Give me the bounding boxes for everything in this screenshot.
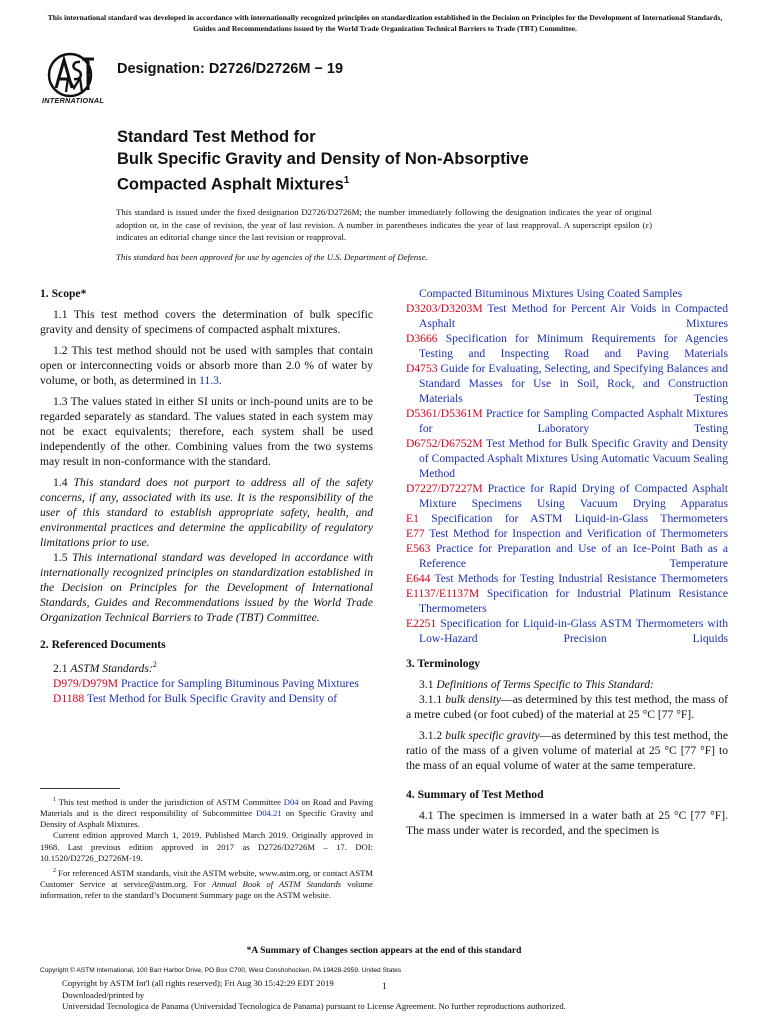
scope-1-3: 1.3 The values stated in either SI units or inch-pound units are to be regarded separately as standard. The values stated in each system may not be exact equivalents; therefore, each system shall be used independently of the other. Combining values from the two systems may result in non-conformance with the standard. [40, 395, 373, 468]
reference-code-link[interactable]: E77 [406, 527, 425, 540]
document-title [117, 127, 677, 196]
reference-code-link[interactable]: E1 [406, 512, 419, 525]
term-3-1-2-num: 3.1.2 [419, 729, 446, 742]
reference-item [406, 406, 728, 436]
reference-item [406, 526, 728, 541]
reference-code-link[interactable]: D3203/D3203M [406, 302, 483, 315]
terminology-heading: 3. Terminology [406, 657, 481, 670]
download-line-1: Copyright by ASTM Int'l (all rights reserved); Fri Aug 30 15:42:29 EDT 2019 [62, 978, 334, 988]
title-line-2: Bulk Specific Gravity and Density of Non-Absorptive [117, 149, 529, 168]
reference-title-link[interactable]: Specification for ASTM Liquid-in-Glass Thermometers [418, 512, 728, 525]
scope-1-1: 1.1 This test method covers the determination of bulk specific gravity and density of specimens of compacted asphalt mixtures. [40, 308, 373, 336]
scope-1-2-text: 1.2 This test method should not be used with samples that contain open or interconnecting voids or absorb more than 2.0 % of water by volume, or both, as determined in [40, 344, 373, 387]
footnote-1-text-b: on Road and Paving Materials and is the direct responsibility of Subcommittee [40, 796, 373, 819]
scope-1-4-num: 1.4 [53, 476, 74, 489]
refdocs-footnote-marker: 2 [152, 660, 157, 669]
link-d04-21[interactable]: D04.21 [256, 808, 282, 819]
scope-1-2 [40, 343, 373, 388]
reference-title-link[interactable]: Test Method for Bulk Specific Gravity and Density of Compacted Asphalt Mixtures Using Automatic Vacuum Sealing Method [419, 437, 728, 480]
term-3-1-1 [406, 692, 728, 722]
approved-note: This standard has been approved for use by agencies of the U.S. Department of Defense. [116, 251, 428, 262]
term-3-1-text: Definitions of Terms Specific to This Standard: [436, 678, 654, 691]
reference-code-link[interactable]: D4753 [406, 362, 438, 375]
reference-title-link[interactable]: Test Methods for Testing Industrial Resistance Thermometers [430, 572, 728, 585]
footnote-1-edition: Current edition approved March 1, 2019. Published March 2019. Originally approved in 1968. Last previous edition approved in 2017 as D2726/D2726M – 17. DOI: 10.1520/D2726_D2726M-19. [40, 830, 373, 863]
refdocs-2-1-num: 2.1 [53, 661, 71, 675]
designation: Designation: D2726/D2726M − 19 [117, 61, 344, 77]
reference-code-link[interactable]: D3666 [406, 332, 438, 345]
astm-logo [42, 50, 110, 108]
ref-d979 [53, 676, 373, 691]
footnote-2-text-b: volume information, refer to the standard’s Document Summary page on the ASTM website. [40, 879, 373, 901]
footnote-2-italic: Annual Book of ASTM Standards [211, 879, 342, 890]
link-11-3[interactable]: 11.3 [199, 374, 219, 387]
logo-text: INTERNATIONAL [42, 96, 105, 105]
reference-item [406, 361, 728, 406]
ref-d1188-title[interactable]: Test Method for Bulk Specific Gravity and Density of [84, 691, 338, 705]
term-3-1-1-text: —as determined by this test method, the mass of a metre cubed (or foot cubed) of the material at 25 °C [77 °F]. [406, 693, 728, 721]
reference-item [406, 331, 728, 361]
ref-d1188 [53, 691, 373, 706]
reference-code-link[interactable]: D5361/D5361M [406, 407, 483, 420]
scope-1-2-end: . [218, 374, 222, 387]
reference-title-link[interactable]: Test Method for Inspection and Verification of Thermometers [424, 527, 728, 540]
scope-1-5-num: 1.5 [53, 551, 73, 564]
copyright-line: Copyright © ASTM International, 100 Barr Harbor Drive, PO Box C700, West Conshohocken, PA 19428-2959. United States [40, 967, 402, 974]
term-3-1 [406, 677, 728, 692]
term-3-1-1-num: 3.1.1 [419, 693, 446, 706]
issued-note: This standard is issued under the fixed designation D2726/D2726M; the number immediately following the designation indicates the year of original adoption or, in the case of revision, the year of last revision. A number in parentheses indicates the year of last reapproval. A superscript epsilon (ε) indicates an editorial change since the last revision or reapproval. [116, 207, 652, 243]
footnote-1-text-c: on Specific Gravity and Density of Asphalt Mixtures. [40, 808, 373, 830]
reference-list [406, 301, 728, 646]
scope-1-5 [40, 550, 373, 625]
reference-code-link[interactable]: E1137/E1137M [406, 587, 480, 600]
download-line-2: Downloaded/printed by [62, 989, 145, 1000]
footnote-2-text-a: For referenced ASTM standards, visit the ASTM website, www.astm.org, or contact ASTM Customer Service at service@astm.org. For [40, 867, 374, 890]
scope-1-4 [40, 475, 373, 550]
reference-title-link[interactable]: Test Method for Percent Air Voids in Compacted Asphalt Mixtures [419, 302, 728, 330]
reference-code-link[interactable]: D6752/D6752M [406, 437, 483, 450]
scope-1-5-text: This international standard was developed in accordance with internationally recognized principles on standardization established in the Decision on Principles for the Development of International Standards, Guides and Recommendations issued by the World Trade Organization Technical Barriers to Trade (TBT) Committee. [40, 551, 373, 624]
summary-4-1: 4.1 The specimen is immersed in a water bath at 25 °C [77 °F]. The mass under water is recorded, and the specimen is [406, 809, 728, 837]
refdocs-heading: 2. Referenced Documents [40, 638, 166, 651]
reference-title-link[interactable]: Practice for Preparation and Use of an Ice-Point Bath as a Reference Temperature [419, 542, 728, 570]
reference-code-link[interactable]: E2251 [406, 617, 437, 630]
reference-item [406, 436, 728, 481]
scope-heading: 1. Scope* [40, 287, 87, 300]
footnote-divider [40, 788, 120, 789]
reference-code-link[interactable]: D7227/D7227M [406, 482, 483, 495]
footnote-1 [40, 795, 373, 830]
title-line-3 [117, 170, 677, 196]
ref-d979-code[interactable]: D979/D979M [53, 676, 119, 690]
right-column [406, 286, 728, 838]
footnote-2-marker: 2 [53, 868, 56, 875]
reference-item [406, 511, 728, 526]
reference-title-link[interactable]: Specification for Liquid-in-Glass ASTM Thermometers with Low-Hazard Precision Liquids [419, 617, 728, 645]
page-number: 1 [382, 982, 387, 992]
footnote-2 [40, 866, 373, 901]
refdocs-2-1 [40, 657, 373, 676]
reference-item [406, 541, 728, 571]
term-bulk-specific-gravity: bulk specific gravity [445, 729, 540, 742]
summary-heading: 4. Summary of Test Method [406, 788, 544, 801]
term-bulk-density: bulk density [445, 693, 502, 706]
download-info [62, 978, 752, 1013]
link-d04[interactable]: D04 [283, 796, 299, 807]
title-line-1: Standard Test Method for [117, 128, 316, 146]
reference-item [406, 586, 728, 616]
footnotes [40, 795, 373, 902]
reference-title-link[interactable]: Specification for Industrial Platinum Resistance Thermometers [419, 587, 728, 615]
ref-d1188-code[interactable]: D1188 [53, 691, 85, 705]
reference-code-link[interactable]: E563 [406, 542, 431, 555]
footnote-1-marker: 1 [53, 797, 56, 803]
footnote-1-text-a: This test method is under the jurisdiction of ASTM Committee [58, 796, 284, 807]
ref-d979-title[interactable]: Practice for Sampling Bituminous Paving Mixtures [118, 676, 359, 690]
scope-1-4-text: This standard does not purport to address all of the safety concerns, if any, associated with its use. It is the responsibility of the user of this standard to establish appropriate safety, health, and environmental practices and determine the applicability of regulatory limitations prior to use. [40, 476, 374, 549]
reference-code-link[interactable]: E644 [406, 572, 431, 585]
reference-item [406, 571, 728, 586]
reference-item [406, 301, 728, 331]
term-3-1-2-text: —as determined by this test method, the ratio of the mass of a given volume of material at 25 °C [77 °F] to the mass of an equal volume of water at the same temperature. [406, 729, 729, 772]
reference-item [406, 616, 728, 646]
top-notice: This international standard was developed in accordance with internationally recognized principles on standardization established in the Decision on Principles for the Development of International Standards, Guides and Recommendations issued by the World Trade Organization Technical Barriers to Trade (TBT) Committee. [47, 13, 723, 33]
intro-block [116, 206, 652, 263]
summary-of-changes-note: *A Summary of Changes section appears at the end of this standard [246, 946, 522, 956]
title-line-3-text: Compacted Asphalt Mixtures [117, 175, 344, 194]
left-column [40, 286, 373, 706]
ref-d1188-continued[interactable]: Compacted Bituminous Mixtures Using Coated Samples [419, 287, 683, 300]
reference-title-link[interactable]: Practice for Rapid Drying of Compacted Asphalt Mixture Specimens Using Vacuum Drying Apparatus [419, 482, 728, 510]
download-line-3: Universidad Tecnologica de Panama (Universidad Tecnologica de Panama) pursuant to License Agreement. No further reproductions authorized. [62, 1001, 566, 1012]
refdocs-2-1-text: ASTM Standards: [70, 661, 153, 675]
reference-item [406, 481, 728, 511]
reference-title-link[interactable]: Specification for Minimum Requirements for Agencies Testing and Inspecting Road and Paving Materials [419, 332, 728, 360]
term-3-1-num: 3.1 [419, 678, 437, 691]
term-3-1-2 [406, 728, 728, 773]
title-footnote-marker: 1 [343, 175, 350, 186]
reference-title-link[interactable]: Guide for Evaluating, Selecting, and Specifying Balances and Standard Masses for Use in Soil, Rock, and Construction Materials Testing [419, 362, 728, 405]
reference-title-link[interactable]: Practice for Sampling Compacted Asphalt Mixtures for Laboratory Testing [419, 407, 728, 435]
